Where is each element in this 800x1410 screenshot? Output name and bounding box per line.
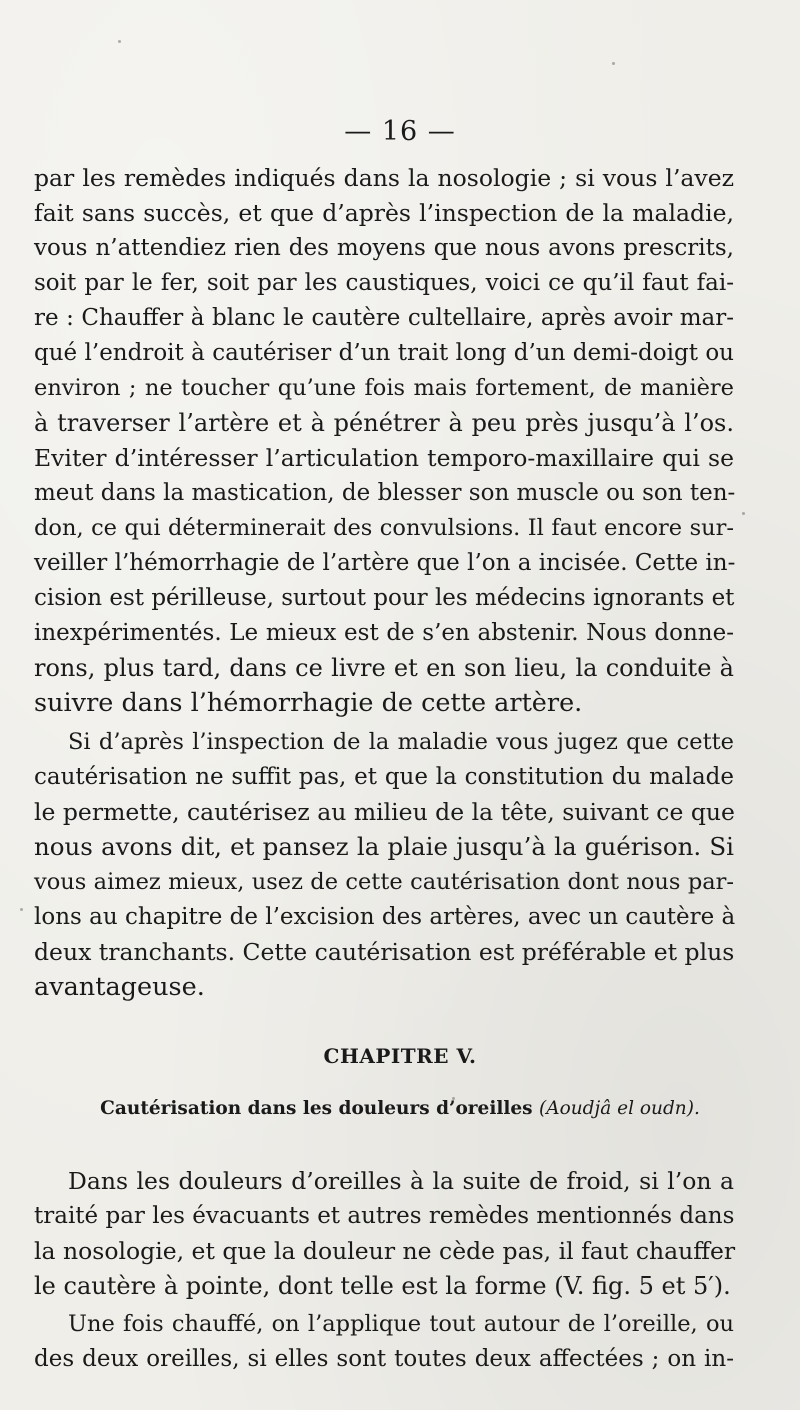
text-line: cision est périlleuse, surtout pour les médecins ignorants et xyxy=(34,585,735,611)
text-line: la nosologie, et que la douleur ne cède pas, il faut chauffer xyxy=(34,1237,736,1265)
text-line: qué l’endroit à cautériser d’un trait long d’un demi-doigt ou xyxy=(34,340,734,366)
print-speck xyxy=(20,908,23,911)
section-title-text: Cautérisation dans les douleurs d’oreilles xyxy=(100,1098,533,1119)
text-line: le cautère à pointe, dont telle est la forme (V. fig. 5 et 5′). xyxy=(34,1272,731,1300)
print-speck xyxy=(452,1097,455,1100)
text-line: Dans les douleurs d’oreilles à la suite de froid, si l’on a xyxy=(68,1167,734,1195)
print-speck xyxy=(118,40,121,43)
text-line: soit par le fer, soit par les caustiques, voici ce qu’il faut fai- xyxy=(34,270,734,296)
text-line: inexpérimentés. Le mieux est de s’en abstenir. Nous donne- xyxy=(34,620,734,646)
print-speck xyxy=(742,512,745,515)
text-line: meut dans la mastication, de blesser son muscle ou son ten- xyxy=(34,480,736,506)
text-line: environ ; ne toucher qu’une fois mais fortement, de manière xyxy=(34,375,734,401)
text-line: suivre dans l’hémorrhagie de cette artère. xyxy=(34,688,583,718)
text-line: traité par les évacuants et autres remèdes mentionnés dans xyxy=(34,1203,735,1229)
text-line: Une fois chauffé, on l’applique tout autour de l’oreille, ou xyxy=(68,1311,734,1337)
text-line: avantageuse. xyxy=(34,972,205,1002)
text-line: deux tranchants. Cette cautérisation est préférable et plus xyxy=(34,938,735,966)
text-line: fait sans succès, et que d’après l’inspection de la maladie, xyxy=(34,199,734,227)
text-line: vous n’attendiez rien des moyens que nous avons prescrits, xyxy=(34,235,734,261)
page-number: — 16 — xyxy=(344,116,456,147)
text-line: le permette, cautérisez au milieu de la tête, suivant ce que xyxy=(34,798,735,826)
chapter-heading: CHAPITRE V. xyxy=(323,1044,477,1068)
section-title xyxy=(0,1098,800,1119)
text-line: Eviter d’intéresser l’articulation temporo-maxillaire qui se xyxy=(34,444,734,472)
print-speck xyxy=(612,62,615,65)
text-line: veiller l’hémorrhagie de l’artère que l’on a incisée. Cette in- xyxy=(34,550,736,576)
text-line: vous aimez mieux, usez de cette cautérisation dont nous par- xyxy=(34,869,734,895)
text-line: des deux oreilles, si elles sont toutes deux affectées ; on in- xyxy=(34,1346,734,1372)
text-line: don, ce qui déterminerait des convulsions. Il faut encore sur- xyxy=(34,515,734,541)
text-line: re : Chauffer à blanc le cautère cultellaire, après avoir mar- xyxy=(34,305,734,331)
text-line: à traverser l’artère et à pénétrer à peu près jusqu’à l’os. xyxy=(34,409,734,437)
text-line: rons, plus tard, dans ce livre et en son lieu, la conduite à xyxy=(34,654,734,682)
text-line: cautérisation ne suffit pas, et que la constitution du malade xyxy=(34,764,734,790)
section-title-transliteration: (Aoudjâ el oudn). xyxy=(539,1098,700,1119)
text-line: Si d’après l’inspection de la maladie vous jugez que cette xyxy=(68,729,734,755)
text-line: nous avons dit, et pansez la plaie jusqu’à la guérison. Si xyxy=(34,832,734,861)
text-line: par les remèdes indiqués dans la nosologie ; si vous l’avez xyxy=(34,164,734,192)
text-line: lons au chapitre de l’excision des artères, avec un cautère à xyxy=(34,904,736,930)
